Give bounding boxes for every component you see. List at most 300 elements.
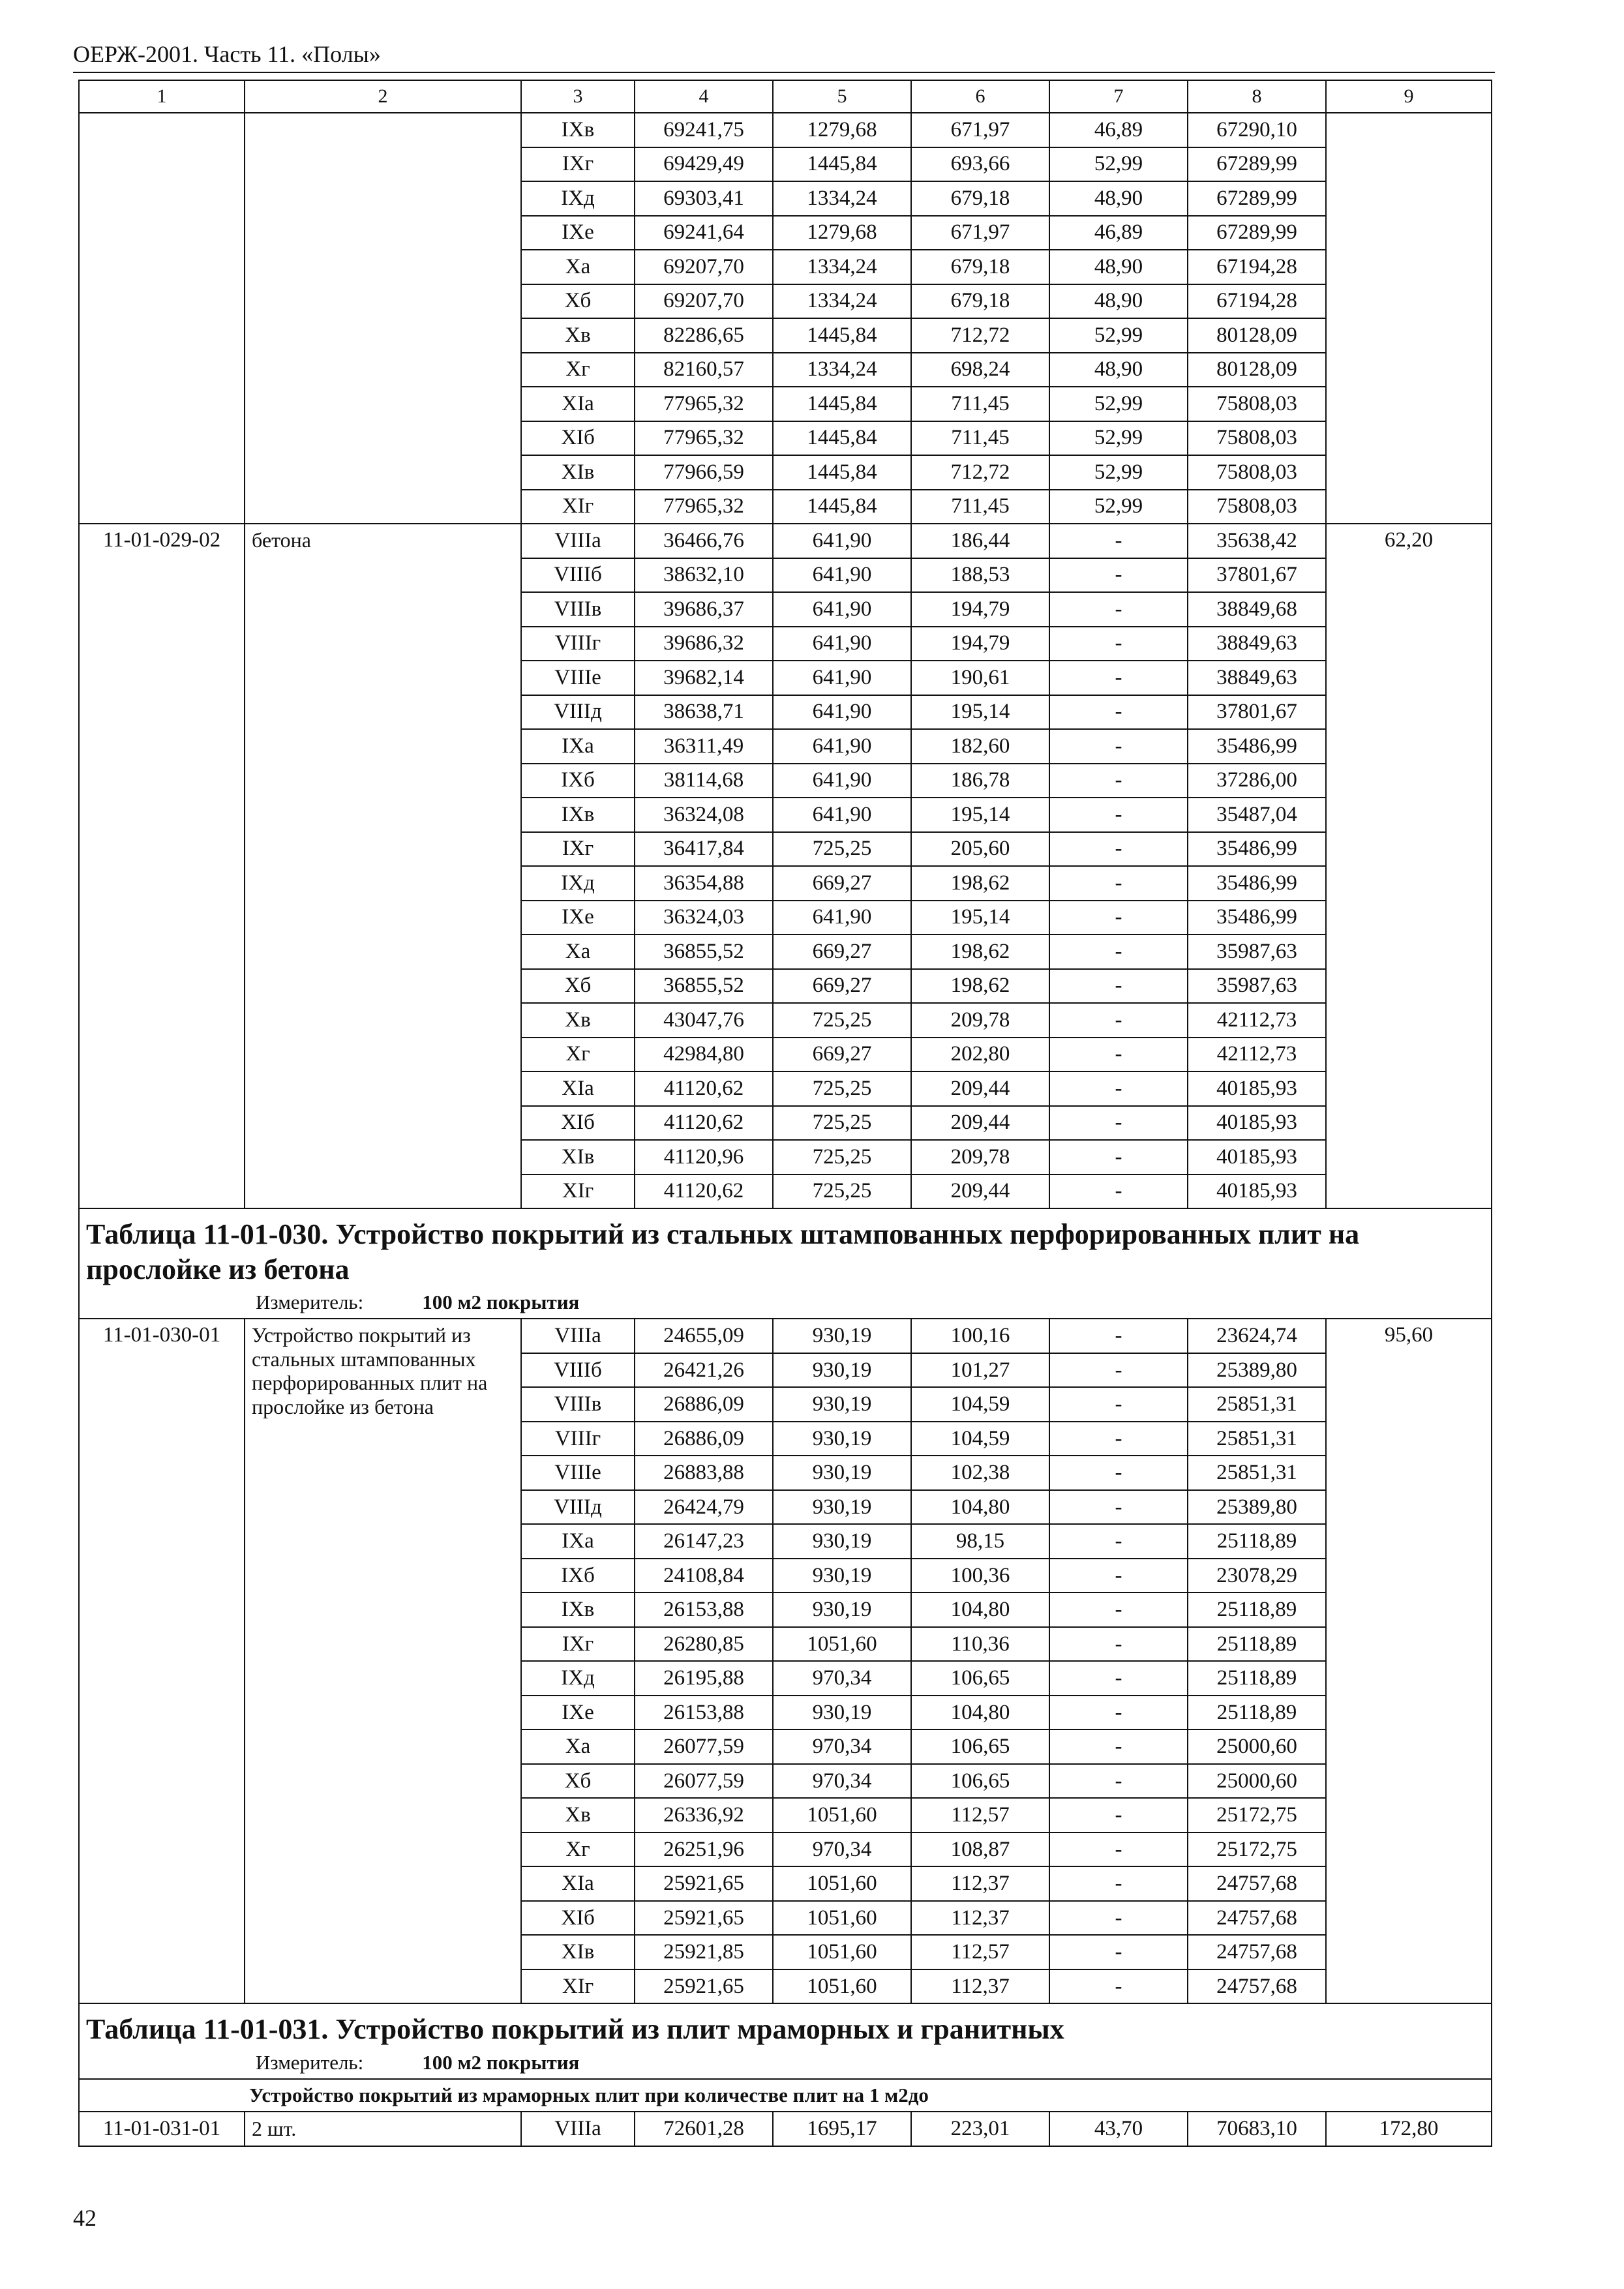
material-cell: 67289,99 (1188, 216, 1326, 250)
price-cell: 172,80 (1326, 2112, 1492, 2146)
machine-cell: 104,80 (911, 1490, 1049, 1525)
wage-cell: 1334,24 (773, 284, 911, 319)
material-cell: 35486,99 (1188, 866, 1326, 901)
material-cell: 75808,03 (1188, 490, 1326, 524)
driver-wage-cell: - (1049, 1174, 1188, 1209)
wage-cell: 669,27 (773, 866, 911, 901)
driver-wage-cell: - (1049, 1071, 1188, 1106)
machine-cell: 198,62 (911, 935, 1049, 969)
driver-wage-cell: - (1049, 558, 1188, 593)
zone-cell: XIг (521, 1174, 635, 1209)
wage-cell: 970,34 (773, 1764, 911, 1799)
total-cell: 69207,70 (635, 284, 773, 319)
header-rule (73, 72, 1495, 73)
wage-cell: 725,25 (773, 1071, 911, 1106)
machine-cell: 198,62 (911, 969, 1049, 1004)
driver-wage-cell: - (1049, 1833, 1188, 1867)
machine-cell: 112,37 (911, 1969, 1049, 2004)
material-cell: 25000,60 (1188, 1764, 1326, 1799)
zone-cell: VIIIб (521, 1353, 635, 1388)
zone-cell: VIIIе (521, 1456, 635, 1490)
driver-wage-cell: - (1049, 969, 1188, 1004)
zone-cell: XIг (521, 490, 635, 524)
driver-wage-cell: 43,70 (1049, 2112, 1188, 2146)
material-cell: 25118,89 (1188, 1627, 1326, 1662)
driver-wage-cell: 46,89 (1049, 113, 1188, 147)
table-section-cell (79, 1208, 1492, 1319)
zone-cell: XIг (521, 1969, 635, 2004)
zone-cell: XIв (521, 455, 635, 490)
driver-wage-cell: - (1049, 1038, 1188, 1072)
zone-cell: VIIIа (521, 2112, 635, 2146)
zone-cell: IXд (521, 181, 635, 216)
zone-cell: Xг (521, 1833, 635, 1867)
total-cell: 36324,03 (635, 901, 773, 935)
total-cell: 25921,65 (635, 1901, 773, 1936)
total-cell: 39686,32 (635, 627, 773, 661)
zone-cell: Xа (521, 1729, 635, 1764)
subheading-row (79, 2079, 1492, 2112)
machine-cell: 711,45 (911, 421, 1049, 456)
column-number: 6 (911, 80, 1049, 113)
material-cell: 25118,89 (1188, 1661, 1326, 1696)
driver-wage-cell: - (1049, 1524, 1188, 1559)
zone-cell: IXб (521, 764, 635, 798)
total-cell: 39686,37 (635, 592, 773, 627)
driver-wage-cell: 52,99 (1049, 421, 1188, 456)
zone-cell: XIа (521, 1071, 635, 1106)
wage-cell: 641,90 (773, 627, 911, 661)
zone-cell: VIIIв (521, 1387, 635, 1422)
driver-wage-cell: 52,99 (1049, 147, 1188, 182)
driver-wage-cell: - (1049, 866, 1188, 901)
material-cell: 38849,63 (1188, 627, 1326, 661)
total-cell: 26280,85 (635, 1627, 773, 1662)
table-section-cell (79, 2003, 1492, 2079)
driver-wage-cell: - (1049, 729, 1188, 764)
wage-cell: 1445,84 (773, 490, 911, 524)
wage-cell: 641,90 (773, 901, 911, 935)
total-cell: 26077,59 (635, 1764, 773, 1799)
wage-cell: 1051,60 (773, 1627, 911, 1662)
wage-cell: 970,34 (773, 1833, 911, 1867)
driver-wage-cell: - (1049, 1901, 1188, 1936)
zone-cell: IXд (521, 1661, 635, 1696)
zone-cell: XIа (521, 387, 635, 421)
material-cell: 67194,28 (1188, 284, 1326, 319)
material-cell: 75808,03 (1188, 387, 1326, 421)
machine-cell: 104,59 (911, 1422, 1049, 1456)
total-cell: 38638,71 (635, 695, 773, 730)
machine-cell: 209,44 (911, 1174, 1049, 1209)
total-cell: 26421,26 (635, 1353, 773, 1388)
zone-cell: XIб (521, 421, 635, 456)
total-cell: 26886,09 (635, 1422, 773, 1456)
driver-wage-cell: 46,89 (1049, 216, 1188, 250)
table-row (79, 113, 1492, 147)
material-cell: 24757,68 (1188, 1901, 1326, 1936)
total-cell: 41120,96 (635, 1140, 773, 1174)
total-cell: 36354,88 (635, 866, 773, 901)
material-cell: 25172,75 (1188, 1833, 1326, 1867)
driver-wage-cell: 52,99 (1049, 490, 1188, 524)
wage-cell: 1445,84 (773, 421, 911, 456)
wage-cell: 725,25 (773, 1174, 911, 1209)
machine-cell: 106,65 (911, 1764, 1049, 1799)
zone-cell: IXг (521, 1627, 635, 1662)
zone-cell: XIб (521, 1901, 635, 1936)
zone-cell: IXд (521, 866, 635, 901)
zone-cell: IXе (521, 216, 635, 250)
zone-cell: IXа (521, 729, 635, 764)
total-cell: 36324,08 (635, 798, 773, 832)
column-number: 2 (245, 80, 521, 113)
total-cell: 26147,23 (635, 1524, 773, 1559)
material-cell: 25389,80 (1188, 1490, 1326, 1525)
machine-cell: 205,60 (911, 832, 1049, 867)
driver-wage-cell: - (1049, 1456, 1188, 1490)
column-number: 7 (1049, 80, 1188, 113)
driver-wage-cell: 48,90 (1049, 250, 1188, 284)
driver-wage-cell: - (1049, 832, 1188, 867)
driver-wage-cell: - (1049, 1729, 1188, 1764)
material-cell: 23078,29 (1188, 1559, 1326, 1593)
wage-cell: 669,27 (773, 1038, 911, 1072)
machine-cell: 102,38 (911, 1456, 1049, 1490)
zone-cell: IXе (521, 1696, 635, 1730)
material-cell: 25118,89 (1188, 1696, 1326, 1730)
zone-cell: XIб (521, 1106, 635, 1141)
wage-cell: 641,90 (773, 558, 911, 593)
total-cell: 38632,10 (635, 558, 773, 593)
wage-cell: 669,27 (773, 969, 911, 1004)
zone-cell: Xг (521, 353, 635, 387)
machine-cell: 186,44 (911, 524, 1049, 558)
machine-cell: 112,57 (911, 1935, 1049, 1969)
material-cell: 67194,28 (1188, 250, 1326, 284)
driver-wage-cell: 52,99 (1049, 318, 1188, 353)
measure-unit-value: 100 м2 покрытия (422, 1291, 580, 1314)
wage-cell: 641,90 (773, 798, 911, 832)
zone-cell: Xб (521, 969, 635, 1004)
material-cell: 24757,68 (1188, 1935, 1326, 1969)
code-cell: 11-01-031-01 (79, 2112, 245, 2146)
machine-cell: 98,15 (911, 1524, 1049, 1559)
material-cell: 25000,60 (1188, 1729, 1326, 1764)
total-cell: 36466,76 (635, 524, 773, 558)
zone-cell: Xа (521, 250, 635, 284)
table-title: Таблица 11-01-030. Устройство покрытий из стальных штампованных перфорированных плит на прослойке из бетона (86, 1218, 1360, 1285)
machine-cell: 112,37 (911, 1866, 1049, 1901)
total-cell: 26153,88 (635, 1593, 773, 1627)
zone-cell: IXг (521, 147, 635, 182)
wage-cell: 641,90 (773, 764, 911, 798)
machine-cell: 194,79 (911, 627, 1049, 661)
material-cell: 75808,03 (1188, 421, 1326, 456)
material-cell: 67290,10 (1188, 113, 1326, 147)
total-cell: 38114,68 (635, 764, 773, 798)
table-row (79, 524, 1492, 558)
column-number: 1 (79, 80, 245, 113)
wage-cell: 1051,60 (773, 1935, 911, 1969)
zone-cell: Xв (521, 1003, 635, 1038)
column-number: 4 (635, 80, 773, 113)
machine-cell: 711,45 (911, 490, 1049, 524)
total-cell: 41120,62 (635, 1071, 773, 1106)
table-section-header (79, 2003, 1492, 2079)
price-table-body (79, 80, 1492, 2146)
total-cell: 69241,75 (635, 113, 773, 147)
zone-cell: Xа (521, 935, 635, 969)
material-cell: 35486,99 (1188, 901, 1326, 935)
machine-cell: 195,14 (911, 901, 1049, 935)
machine-cell: 186,78 (911, 764, 1049, 798)
machine-cell: 202,80 (911, 1038, 1049, 1072)
driver-wage-cell: - (1049, 695, 1188, 730)
total-cell: 24108,84 (635, 1559, 773, 1593)
zone-cell: VIIIг (521, 627, 635, 661)
driver-wage-cell: - (1049, 901, 1188, 935)
wage-cell: 930,19 (773, 1353, 911, 1388)
driver-wage-cell: - (1049, 627, 1188, 661)
wage-cell: 669,27 (773, 935, 911, 969)
wage-cell: 930,19 (773, 1696, 911, 1730)
material-cell: 70683,10 (1188, 2112, 1326, 2146)
material-cell: 25851,31 (1188, 1422, 1326, 1456)
wage-cell: 930,19 (773, 1593, 911, 1627)
zone-cell: IXв (521, 1593, 635, 1627)
wage-cell: 970,34 (773, 1729, 911, 1764)
driver-wage-cell: - (1049, 1319, 1188, 1353)
material-cell: 40185,93 (1188, 1071, 1326, 1106)
description-cell: Устройство покрытий из стальных штампованных перфорированных плит на прослойке из бетона (245, 1319, 521, 2003)
material-cell: 38849,63 (1188, 661, 1326, 695)
table-section-header (79, 1208, 1492, 1319)
total-cell: 25921,65 (635, 1866, 773, 1901)
material-cell: 67289,99 (1188, 181, 1326, 216)
total-cell: 69207,70 (635, 250, 773, 284)
machine-cell: 100,16 (911, 1319, 1049, 1353)
material-cell: 25389,80 (1188, 1353, 1326, 1388)
driver-wage-cell: - (1049, 935, 1188, 969)
wage-cell: 641,90 (773, 524, 911, 558)
material-cell: 25118,89 (1188, 1593, 1326, 1627)
material-cell: 37286,00 (1188, 764, 1326, 798)
material-cell: 35486,99 (1188, 832, 1326, 867)
zone-cell: IXе (521, 901, 635, 935)
machine-cell: 679,18 (911, 284, 1049, 319)
total-cell: 26336,92 (635, 1798, 773, 1833)
zone-cell: IXб (521, 1559, 635, 1593)
total-cell: 26195,88 (635, 1661, 773, 1696)
machine-cell: 104,80 (911, 1593, 1049, 1627)
running-title: ОЕРЖ-2001. Часть 11. «Полы» (73, 41, 381, 67)
zone-cell: VIIIа (521, 1319, 635, 1353)
driver-wage-cell: - (1049, 764, 1188, 798)
zone-cell: Xб (521, 284, 635, 319)
machine-cell: 100,36 (911, 1559, 1049, 1593)
total-cell: 77966,59 (635, 455, 773, 490)
wage-cell: 641,90 (773, 661, 911, 695)
driver-wage-cell: - (1049, 1003, 1188, 1038)
driver-wage-cell: - (1049, 1422, 1188, 1456)
zone-cell: VIIIд (521, 1490, 635, 1525)
column-number-row (79, 80, 1492, 113)
table-title: Таблица 11-01-031. Устройство покрытий из плит мраморных и гранитных (86, 2013, 1064, 2046)
total-cell: 42984,80 (635, 1038, 773, 1072)
wage-cell: 725,25 (773, 1140, 911, 1174)
code-cell: 11-01-029-02 (79, 524, 245, 1208)
machine-cell: 209,78 (911, 1140, 1049, 1174)
driver-wage-cell: - (1049, 1627, 1188, 1662)
wage-cell: 1051,60 (773, 1969, 911, 2004)
driver-wage-cell: - (1049, 1387, 1188, 1422)
wage-cell: 1445,84 (773, 147, 911, 182)
machine-cell: 110,36 (911, 1627, 1049, 1662)
total-cell: 72601,28 (635, 2112, 773, 2146)
measure-unit (256, 2051, 1484, 2074)
driver-wage-cell: - (1049, 1559, 1188, 1593)
machine-cell: 223,01 (911, 2112, 1049, 2146)
wage-cell: 725,25 (773, 1106, 911, 1141)
wage-cell: 930,19 (773, 1559, 911, 1593)
zone-cell: VIIIе (521, 661, 635, 695)
table-row (79, 2112, 1492, 2146)
column-number: 9 (1326, 80, 1492, 113)
machine-cell: 671,97 (911, 113, 1049, 147)
wage-cell: 641,90 (773, 592, 911, 627)
driver-wage-cell: - (1049, 1935, 1188, 1969)
machine-cell: 209,44 (911, 1106, 1049, 1141)
driver-wage-cell: - (1049, 1490, 1188, 1525)
wage-cell: 930,19 (773, 1490, 911, 1525)
machine-cell: 108,87 (911, 1833, 1049, 1867)
machine-cell: 101,27 (911, 1353, 1049, 1388)
machine-cell: 198,62 (911, 866, 1049, 901)
driver-wage-cell: - (1049, 1969, 1188, 2004)
total-cell: 25921,85 (635, 1935, 773, 1969)
wage-cell: 930,19 (773, 1422, 911, 1456)
total-cell: 43047,76 (635, 1003, 773, 1038)
price-cell (1326, 113, 1492, 524)
machine-cell: 693,66 (911, 147, 1049, 182)
material-cell: 37801,67 (1188, 558, 1326, 593)
wage-cell: 641,90 (773, 695, 911, 730)
total-cell: 69429,49 (635, 147, 773, 182)
material-cell: 75808,03 (1188, 455, 1326, 490)
description-cell (245, 113, 521, 524)
measure-unit-value: 100 м2 покрытия (422, 2051, 580, 2074)
material-cell: 38849,68 (1188, 592, 1326, 627)
total-cell: 82286,65 (635, 318, 773, 353)
machine-cell: 190,61 (911, 661, 1049, 695)
zone-cell: XIв (521, 1935, 635, 1969)
zone-cell: Xб (521, 1764, 635, 1799)
wage-cell: 1334,24 (773, 181, 911, 216)
machine-cell: 104,80 (911, 1696, 1049, 1730)
driver-wage-cell: 52,99 (1049, 387, 1188, 421)
code-cell (79, 113, 245, 524)
zone-cell: IXв (521, 798, 635, 832)
total-cell: 26077,59 (635, 1729, 773, 1764)
wage-cell: 1445,84 (773, 318, 911, 353)
machine-cell: 106,65 (911, 1661, 1049, 1696)
machine-cell: 712,72 (911, 318, 1049, 353)
driver-wage-cell: 52,99 (1049, 455, 1188, 490)
machine-cell: 106,65 (911, 1729, 1049, 1764)
total-cell: 41120,62 (635, 1106, 773, 1141)
zone-cell: VIIIа (521, 524, 635, 558)
driver-wage-cell: - (1049, 1798, 1188, 1833)
total-cell: 26886,09 (635, 1387, 773, 1422)
machine-cell: 182,60 (911, 729, 1049, 764)
table-row (79, 1319, 1492, 1353)
driver-wage-cell: 48,90 (1049, 181, 1188, 216)
subheading-cell: Устройство покрытий из мраморных плит при количестве плит на 1 м2до (79, 2079, 1492, 2112)
wage-cell: 1051,60 (773, 1901, 911, 1936)
material-cell: 35987,63 (1188, 935, 1326, 969)
machine-cell: 195,14 (911, 695, 1049, 730)
machine-cell: 194,79 (911, 592, 1049, 627)
wage-cell: 1279,68 (773, 216, 911, 250)
zone-cell: VIIIг (521, 1422, 635, 1456)
zone-cell: Xг (521, 1038, 635, 1072)
material-cell: 25851,31 (1188, 1387, 1326, 1422)
machine-cell: 112,37 (911, 1901, 1049, 1936)
driver-wage-cell: - (1049, 661, 1188, 695)
driver-wage-cell: - (1049, 1140, 1188, 1174)
wage-cell: 930,19 (773, 1456, 911, 1490)
material-cell: 42112,73 (1188, 1038, 1326, 1072)
material-cell: 67289,99 (1188, 147, 1326, 182)
material-cell: 80128,09 (1188, 318, 1326, 353)
wage-cell: 1051,60 (773, 1866, 911, 1901)
material-cell: 42112,73 (1188, 1003, 1326, 1038)
wage-cell: 1445,84 (773, 387, 911, 421)
total-cell: 26153,88 (635, 1696, 773, 1730)
measure-unit-label: Измеритель: (256, 1291, 364, 1314)
wage-cell: 1334,24 (773, 353, 911, 387)
material-cell: 24757,68 (1188, 1969, 1326, 2004)
material-cell: 25172,75 (1188, 1798, 1326, 1833)
wage-cell: 1279,68 (773, 113, 911, 147)
code-cell: 11-01-030-01 (79, 1319, 245, 2003)
wage-cell: 1695,17 (773, 2112, 911, 2146)
machine-cell: 188,53 (911, 558, 1049, 593)
zone-cell: Xв (521, 318, 635, 353)
driver-wage-cell: - (1049, 798, 1188, 832)
page-number: 42 (73, 2205, 97, 2231)
material-cell: 40185,93 (1188, 1140, 1326, 1174)
driver-wage-cell: - (1049, 1593, 1188, 1627)
driver-wage-cell: - (1049, 1764, 1188, 1799)
machine-cell: 209,44 (911, 1071, 1049, 1106)
machine-cell: 679,18 (911, 181, 1049, 216)
description-cell: бетона (245, 524, 521, 1208)
total-cell: 39682,14 (635, 661, 773, 695)
machine-cell: 112,57 (911, 1798, 1049, 1833)
column-number: 3 (521, 80, 635, 113)
material-cell: 24757,68 (1188, 1866, 1326, 1901)
zone-cell: XIа (521, 1866, 635, 1901)
material-cell: 23624,74 (1188, 1319, 1326, 1353)
description-cell: 2 шт. (245, 2112, 521, 2146)
machine-cell: 195,14 (911, 798, 1049, 832)
driver-wage-cell: - (1049, 1866, 1188, 1901)
machine-cell: 679,18 (911, 250, 1049, 284)
material-cell: 35486,99 (1188, 729, 1326, 764)
total-cell: 26883,88 (635, 1456, 773, 1490)
